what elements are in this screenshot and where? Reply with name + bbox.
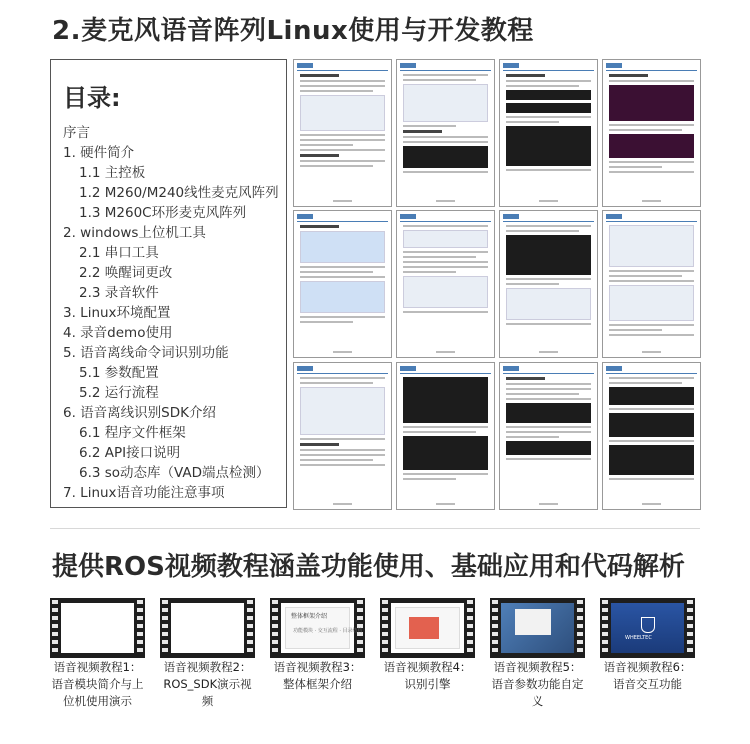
- video-caption[interactable]: 语音视频教程3：整体框架介绍: [273, 660, 362, 691]
- video-caption[interactable]: 语音视频教程6：语音交互功能: [603, 660, 692, 691]
- film-strip-thumbnail[interactable]: [50, 598, 145, 658]
- frame-subtitle: 功能模块 · 交互流程 · 目录结构: [293, 628, 363, 634]
- video-frame: [501, 603, 574, 653]
- film-perforation: [52, 600, 58, 656]
- page-thumbnail: [396, 362, 495, 510]
- toc-item: 4. 录音demo使用: [63, 325, 173, 341]
- film-strip-thumbnail[interactable]: [600, 598, 695, 658]
- film-perforation: [272, 600, 278, 656]
- toc-item: 6.1 程序文件框架: [79, 425, 186, 441]
- toc-item: 2.1 串口工具: [79, 245, 159, 261]
- film-perforation: [382, 600, 388, 656]
- page-thumbnail: [602, 59, 701, 207]
- film-strip-thumbnail[interactable]: [270, 598, 365, 658]
- film-perforation: [577, 600, 583, 656]
- video-frame: [391, 603, 464, 653]
- document-page-thumbnails: [293, 59, 701, 510]
- page-thumbnail: [293, 59, 392, 207]
- video-frame: [171, 603, 244, 653]
- video-frame: [281, 603, 363, 653]
- section-divider: [50, 528, 700, 529]
- page-thumbnail: [499, 210, 598, 358]
- video-section-title: 提供ROS视频教程涵盖功能使用、基础应用和代码解析: [52, 552, 685, 582]
- page-thumbnail: [499, 59, 598, 207]
- video-caption[interactable]: 语音视频教程2：ROS_SDK演示视频: [163, 660, 252, 708]
- video-caption[interactable]: 语音视频教程4：识别引擎: [383, 660, 472, 691]
- page-thumbnail: [602, 362, 701, 510]
- page-thumbnail: [293, 210, 392, 358]
- toc-heading: 目录:: [63, 84, 121, 112]
- page-title: 2.麦克风语音阵列Linux使用与开发教程: [52, 16, 534, 46]
- toc-list: [63, 123, 286, 503]
- film-strip-thumbnail[interactable]: [490, 598, 585, 658]
- toc-item: 7. Linux语音功能注意事项: [63, 485, 225, 501]
- video-frame: [611, 603, 684, 653]
- frame-logo-text: WHEELTEC: [625, 635, 652, 641]
- video-tutorial[interactable]: [50, 598, 145, 710]
- toc-item: 6.2 API接口说明: [79, 445, 181, 461]
- film-perforation: [602, 600, 608, 656]
- page-thumbnail: [396, 59, 495, 207]
- toc-item: 1.2 M260/M240线性麦克风阵列: [79, 185, 279, 201]
- video-tutorial[interactable]: [600, 598, 695, 693]
- video-frame: [61, 603, 134, 653]
- table-of-contents: [50, 59, 287, 508]
- toc-item: 2.2 唤醒词更改: [79, 265, 173, 281]
- film-strip-thumbnail[interactable]: [380, 598, 475, 658]
- toc-item: 6.3 so动态库（VAD端点检测）: [79, 465, 270, 481]
- video-caption[interactable]: 语音视频教程1：语音模块简介与上位机使用演示: [51, 660, 144, 708]
- film-perforation: [247, 600, 253, 656]
- page-thumbnail: [602, 210, 701, 358]
- toc-item: 1. 硬件简介: [63, 145, 135, 161]
- toc-item: 5.1 参数配置: [79, 365, 159, 381]
- film-perforation: [137, 600, 143, 656]
- film-perforation: [687, 600, 693, 656]
- video-caption[interactable]: 语音视频教程5：语音参数功能自定义: [491, 660, 584, 708]
- shield-logo-icon: [641, 617, 655, 633]
- film-perforation: [162, 600, 168, 656]
- toc-item: 1.1 主控板: [79, 165, 146, 181]
- toc-item: 1.3 M260C环形麦克风阵列: [79, 205, 247, 221]
- page-thumbnail: [293, 362, 392, 510]
- toc-item: 2.3 录音软件: [79, 285, 159, 301]
- film-perforation: [492, 600, 498, 656]
- film-strip-thumbnail[interactable]: [160, 598, 255, 658]
- video-tutorial[interactable]: [380, 598, 475, 693]
- frame-title: 整体框架介绍: [291, 613, 328, 620]
- video-tutorial[interactable]: [270, 598, 365, 693]
- film-perforation: [467, 600, 473, 656]
- toc-item: 6. 语音离线识别SDK介绍: [63, 405, 216, 421]
- video-tutorial[interactable]: [160, 598, 255, 710]
- toc-item: 2. windows上位机工具: [63, 225, 206, 241]
- toc-item: 5. 语音离线命令词识别功能: [63, 345, 229, 361]
- page-thumbnail: [396, 210, 495, 358]
- toc-item: 3. Linux环境配置: [63, 305, 171, 321]
- page-thumbnail: [499, 362, 598, 510]
- toc-item: 序言: [63, 125, 90, 141]
- video-tutorial[interactable]: [490, 598, 585, 710]
- toc-item: 5.2 运行流程: [79, 385, 159, 401]
